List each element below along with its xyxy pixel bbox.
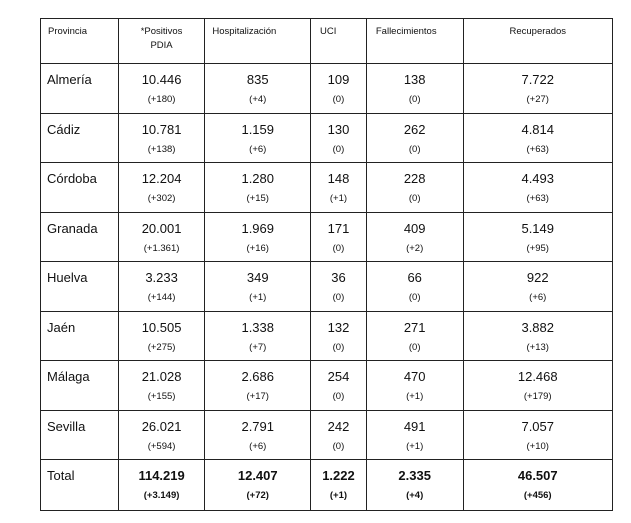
fall-value: 2.335 bbox=[398, 468, 431, 483]
fall-delta: (0) bbox=[408, 94, 421, 105]
uci-value: 132 bbox=[327, 319, 350, 335]
hosp-cell bbox=[205, 411, 311, 460]
rec-delta: (+6) bbox=[529, 292, 547, 303]
rec-delta: (+13) bbox=[526, 341, 549, 353]
fall-cell bbox=[367, 312, 464, 361]
table-row bbox=[41, 64, 612, 114]
hosp-delta: (+6) bbox=[249, 143, 267, 155]
table-row bbox=[41, 262, 612, 312]
uci-value: 242 bbox=[327, 418, 350, 434]
positivos-cell bbox=[119, 460, 206, 510]
fall-value: 491 bbox=[403, 418, 426, 434]
rec-value: 922 bbox=[526, 270, 549, 285]
uci-cell bbox=[311, 312, 367, 361]
positivos-cell bbox=[119, 64, 206, 113]
uci-cell bbox=[311, 361, 367, 410]
uci-delta: (+1) bbox=[329, 193, 348, 204]
uci-value: 1.222 bbox=[322, 468, 355, 483]
table-row bbox=[41, 114, 612, 164]
uci-value: 36 bbox=[331, 270, 346, 285]
fall-cell bbox=[367, 114, 464, 163]
positivos-delta: (+155) bbox=[147, 391, 176, 402]
rec-value: 7.057 bbox=[521, 418, 555, 434]
provincia-cell: Total bbox=[41, 460, 119, 510]
fall-delta: (+4) bbox=[406, 490, 424, 501]
positivos-delta: (+144) bbox=[147, 292, 176, 303]
positivos-cell bbox=[119, 213, 206, 262]
hosp-cell bbox=[205, 114, 311, 163]
positivos-value: 3.233 bbox=[145, 270, 178, 285]
header-positivos bbox=[119, 19, 206, 63]
uci-cell bbox=[311, 213, 367, 262]
positivos-cell bbox=[119, 312, 206, 361]
positivos-cell bbox=[119, 411, 206, 460]
uci-delta: (0) bbox=[332, 440, 345, 452]
rec-cell bbox=[464, 460, 612, 510]
positivos-value: 114.219 bbox=[138, 468, 185, 483]
hosp-delta: (+15) bbox=[246, 193, 269, 204]
table-row bbox=[41, 312, 612, 362]
hosp-delta: (+1) bbox=[249, 292, 267, 303]
table-row bbox=[41, 361, 612, 411]
positivos-value: 10.781 bbox=[141, 121, 182, 137]
rec-cell bbox=[464, 163, 612, 212]
hosp-value: 2.686 bbox=[241, 369, 275, 384]
uci-delta: (+1) bbox=[329, 490, 348, 501]
rec-value: 5.149 bbox=[521, 220, 555, 236]
header-uci: UCI bbox=[311, 19, 367, 63]
rec-cell bbox=[464, 312, 612, 361]
rec-value: 4.814 bbox=[521, 121, 555, 137]
rec-value: 12.468 bbox=[517, 369, 558, 384]
hosp-cell bbox=[205, 361, 311, 410]
header-positivos-line2: PDIA bbox=[150, 40, 173, 51]
hosp-delta: (+6) bbox=[249, 440, 267, 452]
fall-value: 262 bbox=[403, 121, 426, 137]
hosp-value: 1.338 bbox=[241, 319, 275, 335]
hosp-value: 835 bbox=[246, 72, 269, 87]
uci-cell bbox=[311, 163, 367, 212]
rec-delta: (+10) bbox=[526, 440, 549, 452]
rec-value: 4.493 bbox=[521, 171, 555, 186]
uci-cell bbox=[311, 411, 367, 460]
positivos-value: 20.001 bbox=[141, 220, 182, 236]
uci-value: 254 bbox=[327, 369, 350, 384]
positivos-delta: (+3.149) bbox=[143, 490, 180, 501]
fall-cell bbox=[367, 163, 464, 212]
uci-cell bbox=[311, 262, 367, 311]
fall-value: 228 bbox=[403, 171, 426, 186]
hosp-cell bbox=[205, 163, 311, 212]
positivos-cell bbox=[119, 361, 206, 410]
fall-cell bbox=[367, 213, 464, 262]
hosp-delta: (+16) bbox=[246, 242, 269, 254]
covid-data-table bbox=[40, 18, 613, 511]
provincia-cell: Granada bbox=[41, 213, 119, 262]
provincia-cell: Málaga bbox=[41, 361, 119, 410]
header-fallecimientos: Fallecimientos bbox=[367, 19, 464, 63]
hosp-value: 1.280 bbox=[241, 171, 275, 186]
header-hospitalizacion: Hospitalización bbox=[205, 19, 311, 63]
positivos-delta: (+180) bbox=[147, 94, 176, 105]
rec-delta: (+456) bbox=[523, 490, 552, 501]
hosp-cell bbox=[205, 312, 311, 361]
hosp-value: 349 bbox=[246, 270, 269, 285]
positivos-delta: (+302) bbox=[147, 193, 176, 204]
provincia-cell: Córdoba bbox=[41, 163, 119, 212]
provincia-cell: Jaén bbox=[41, 312, 119, 361]
rec-delta: (+63) bbox=[526, 193, 549, 204]
rec-value: 46.507 bbox=[517, 468, 558, 483]
hosp-delta: (+4) bbox=[249, 94, 267, 105]
header-provincia: Provincia bbox=[41, 19, 119, 63]
uci-delta: (0) bbox=[332, 292, 345, 303]
positivos-delta: (+594) bbox=[147, 440, 176, 452]
uci-delta: (0) bbox=[332, 242, 345, 254]
positivos-value: 10.505 bbox=[141, 319, 182, 335]
positivos-delta: (+1.361) bbox=[143, 242, 180, 254]
uci-value: 148 bbox=[327, 171, 350, 186]
rec-cell bbox=[464, 411, 612, 460]
positivos-value: 10.446 bbox=[141, 72, 182, 87]
uci-delta: (0) bbox=[332, 341, 345, 353]
hosp-delta: (+7) bbox=[249, 341, 267, 353]
rec-delta: (+63) bbox=[526, 143, 549, 155]
uci-delta: (0) bbox=[332, 94, 345, 105]
fall-delta: (0) bbox=[408, 143, 421, 155]
provincia-cell: Sevilla bbox=[41, 411, 119, 460]
rec-delta: (+95) bbox=[526, 242, 549, 254]
hosp-cell bbox=[205, 460, 311, 510]
header-recuperados: Recuperados bbox=[509, 26, 567, 37]
fall-cell bbox=[367, 460, 464, 510]
rec-delta: (+179) bbox=[523, 391, 552, 402]
positivos-delta: (+138) bbox=[147, 143, 176, 155]
uci-value: 130 bbox=[327, 121, 350, 137]
provincia-cell: Cádiz bbox=[41, 114, 119, 163]
rec-cell bbox=[464, 213, 612, 262]
hosp-delta: (+17) bbox=[246, 391, 269, 402]
fall-cell bbox=[367, 361, 464, 410]
hosp-value: 1.159 bbox=[241, 121, 275, 137]
table-row bbox=[41, 163, 612, 213]
header-positivos-line1: *Positivos bbox=[140, 26, 183, 37]
hosp-cell bbox=[205, 262, 311, 311]
uci-cell bbox=[311, 460, 367, 510]
provincia-cell: Almería bbox=[41, 64, 119, 113]
hosp-cell bbox=[205, 64, 311, 113]
rec-cell bbox=[464, 114, 612, 163]
fall-value: 470 bbox=[403, 369, 426, 384]
hosp-value: 12.407 bbox=[237, 468, 278, 483]
rec-cell bbox=[464, 361, 612, 410]
fall-cell bbox=[367, 64, 464, 113]
table-row bbox=[41, 411, 612, 461]
fall-delta: (+1) bbox=[406, 440, 424, 452]
positivos-cell bbox=[119, 114, 206, 163]
table-row bbox=[41, 213, 612, 263]
rec-delta: (+27) bbox=[526, 94, 549, 105]
hosp-delta: (+72) bbox=[246, 490, 269, 501]
uci-cell bbox=[311, 114, 367, 163]
rec-cell bbox=[464, 262, 612, 311]
fall-value: 409 bbox=[403, 220, 426, 236]
uci-cell bbox=[311, 64, 367, 113]
fall-value: 138 bbox=[403, 72, 426, 87]
provincia-cell: Huelva bbox=[41, 262, 119, 311]
positivos-delta: (+275) bbox=[147, 341, 176, 353]
uci-value: 109 bbox=[327, 72, 350, 87]
fall-cell bbox=[367, 262, 464, 311]
fall-value: 271 bbox=[403, 319, 426, 335]
hosp-value: 1.969 bbox=[241, 220, 275, 236]
positivos-value: 26.021 bbox=[141, 418, 182, 434]
fall-value: 66 bbox=[407, 270, 422, 285]
positivos-value: 12.204 bbox=[141, 171, 182, 186]
rec-value: 7.722 bbox=[521, 72, 555, 87]
positivos-value: 21.028 bbox=[141, 369, 182, 384]
uci-value: 171 bbox=[327, 220, 350, 236]
fall-cell bbox=[367, 411, 464, 460]
hosp-cell bbox=[205, 213, 311, 262]
rec-value: 3.882 bbox=[521, 319, 555, 335]
rec-cell bbox=[464, 64, 612, 113]
fall-delta: (0) bbox=[408, 292, 421, 303]
total-row bbox=[41, 460, 612, 510]
positivos-cell bbox=[119, 262, 206, 311]
fall-delta: (+2) bbox=[406, 242, 424, 254]
positivos-cell bbox=[119, 163, 206, 212]
fall-delta: (0) bbox=[408, 341, 421, 353]
uci-delta: (0) bbox=[332, 391, 345, 402]
fall-delta: (0) bbox=[408, 193, 421, 204]
uci-delta: (0) bbox=[332, 143, 345, 155]
header-row bbox=[41, 19, 612, 64]
fall-delta: (+1) bbox=[406, 391, 424, 402]
hosp-value: 2.791 bbox=[241, 418, 275, 434]
